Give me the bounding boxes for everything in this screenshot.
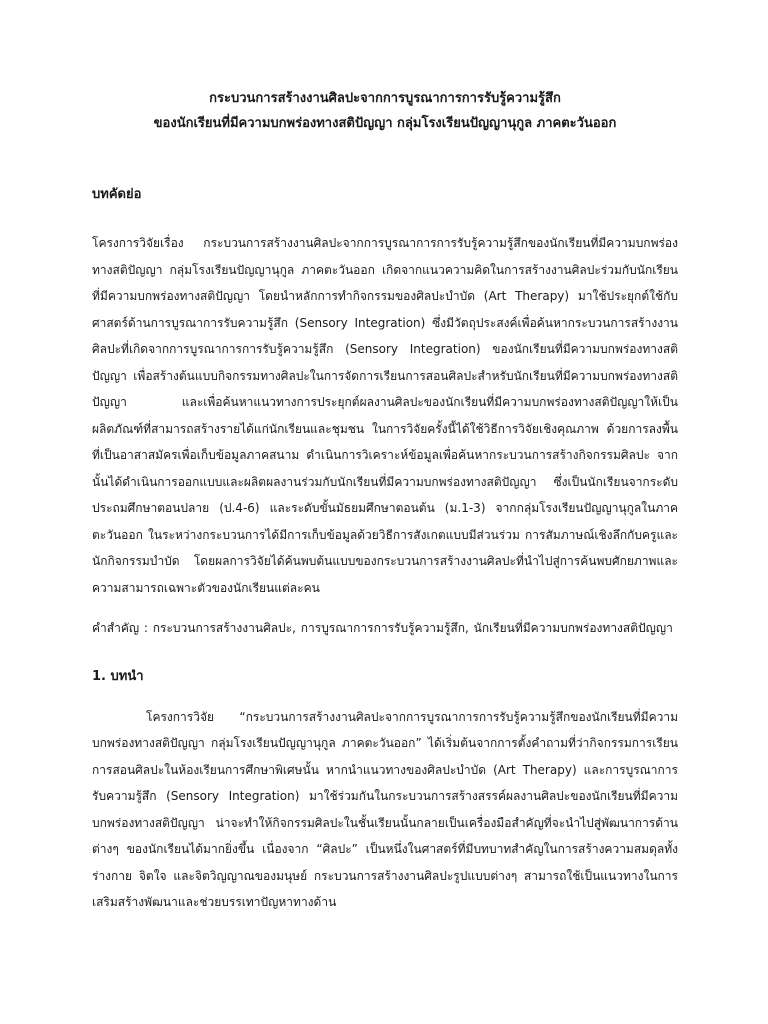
introduction-heading: 1. บทนำ (92, 668, 144, 684)
title-line-1: กระบวนการสร้างงานศิลปะจากการบูรณาการการรับรู้ความรู้สึก (209, 91, 561, 106)
introduction-body: โครงการวิจัย “กระบวนการสร้างงานศิลปะจากการบูรณาการการรับรู้ความรู้สึกของนักเรียนที่มีความบกพร่องทางสติปัญญา กลุ่มโรงเรียนปัญญานุกูล ภาคตะวันออก” ได้เริ่มต้นจากการตั้งคำถามที่ว่ากิจกรรมการเรียนการสอนศิลปะในห้องเรียนการศึกษาพิเศษนั้น หากนำแนวทางของศิลปะบำบัด (Art Therapy) และการบูรณาการรับความรู้สึก (Sensory Integration) มาใช้ร่วมกันในกระบวนการสร้างสรรค์ผลงานศิลปะของนักเรียนที่มีความบกพร่องทางสติปัญญา น่าจะทำให้กิจกรรมศิลปะในชั้นเรียนนั้นกลายเป็นเครื่องมือสำคัญที่จะนำไปสู่พัฒนาการด้านต่างๆ ของนักเรียนได้มากยิ่งขึ้น เนื่องจาก “ศิลปะ” เป็นหนึ่งในศาสตร์ที่มีบทบาทสำคัญในการสร้างความสมดุลทั้งร่างกาย จิตใจ และจิตวิญญาณของมนุษย์ กระบวนการสร้างงานศิลปะรูปแบบต่างๆ สามารถใช้เป็นแนวทางในการเสริมสร้างพัฒนาและช่วยบรรเทาปัญหาทางด้าน (92, 709, 678, 909)
abstract-body: โครงการวิจัยเรื่อง กระบวนการสร้างงานศิลปะจากการบูรณาการการรับรู้ความรู้สึกของนักเรียนที่มีความบกพร่องทางสติปัญญา กลุ่มโรงเรียนปัญญานุกูล ภาคตะวันออก เกิดจากแนวความคิดในการสร้างงานศิลปะร่วมกับนักเรียนที่มีความบกพร่องทางสติปัญญา โดยนำหลักการทำกิจกรรมของศิลปะบำบัด (Art Therapy) มาใช้ประยุกต์ใช้กับศาสตร์ด้านการบูรณาการรับความรู้สึก (Sensory Integration) ซึ่งมีวัตถุประสงค์เพื่อค้นหากระบวนการสร้างงานศิลปะที่เกิดจากการบูรณาการการรับรู้ความรู้สึก (Sensory Integration) ของนักเรียนที่มีความบกพร่องทางสติปัญญา เพื่อสร้างต้นแบบกิจกรรมทางศิลปะในการจัดการเรียนการสอนศิลปะสำหรับนักเรียนที่มีความบกพร่องทางสติปัญญา และเพื่อค้นหาแนวทางการประยุกต์ผลงานศิลปะของนักเรียนที่มีความบกพร่องทางสติปัญญาให้เป็นผลิตภัณฑ์ที่สามารถสร้างรายได้แก่นักเรียนและชุมชน ในการวิจัยครั้งนี้ได้ใช้วิธีการวิจัยเชิงคุณภาพ ด้วยการลงพื้นที่เป็นอาสาสมัครเพื่อเก็บข้อมูลภาคสนาม ดำเนินการวิเคราะห์ข้อมูลเพื่อค้นหากระบวนการสร้างกิจกรรมศิลปะ จากนั้นได้ดำเนินการออกแบบและผลิตผลงานร่วมกับนักเรียนที่มีความบกพร่องทางสติปัญญา ซึ่งเป็นนักเรียนจากระดับประถมศึกษาตอนปลาย (ป.4-6) และระดับขั้นมัธยมศึกษาตอนต้น (ม.1-3) จากกลุ่มโรงเรียนปัญญานุกูลในภาคตะวันออก ในระหว่างกระบวนการได้มีการเก็บข้อมูลด้วยวิธีการสังเกตแบบมีส่วนร่วม การสัมภาษณ์เชิงลึกกับครูและนักกิจกรรมบำบัด โดยผลการวิจัยได้ค้นพบต้นแบบของกระบวนการสร้างงานศิลปะที่นำไปสู่การค้นพบศักยภาพและความสามารถเฉพาะตัวของนักเรียนแต่ละคน (92, 236, 678, 595)
abstract-heading: บทคัดย่อ (92, 187, 142, 202)
document-title (92, 86, 678, 136)
keywords: คำสำคัญ : กระบวนการสร้างงานศิลปะ, การบูรณาการการรับรู้ความรู้สึก, นักเรียนที่มีความบกพร่องทางสติปัญญา (92, 621, 673, 635)
title-line-2: ของนักเรียนที่มีความบกพร่องทางสติปัญญา กลุ่มโรงเรียนปัญญานุกูล ภาคตะวันออก (153, 116, 617, 131)
